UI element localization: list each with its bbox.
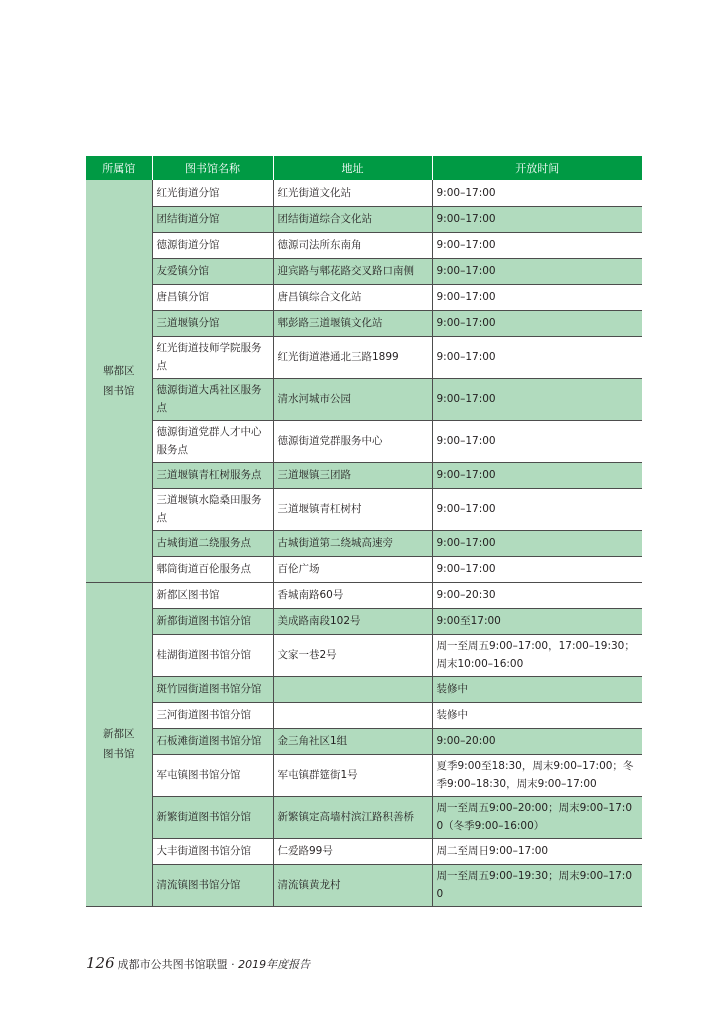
table-row xyxy=(86,582,642,608)
library-name-cell: 唐昌镇分馆 xyxy=(152,284,273,310)
address-cell: 三道堰镇三团路 xyxy=(273,462,432,488)
district-label-line: 郫都区 xyxy=(103,364,135,377)
opening-hours-cell: 9:00–17:00 xyxy=(432,556,642,582)
header-opening-hours: 开放时间 xyxy=(432,156,642,180)
table-row xyxy=(86,608,642,634)
district-label-line: 新都区 xyxy=(103,728,135,740)
opening-hours-cell: 9:00–17:00 xyxy=(432,232,642,258)
district-label-line: 图书馆 xyxy=(103,384,135,397)
address-cell: 红光街道文化站 xyxy=(273,180,432,206)
opening-hours-cell: 9:00–17:00 xyxy=(432,488,642,530)
table-row xyxy=(86,754,642,796)
district-cell xyxy=(86,180,152,582)
library-table xyxy=(86,156,642,907)
page-footer xyxy=(86,954,310,972)
opening-hours-cell: 装修中 xyxy=(432,676,642,702)
footer-year-report: 2019年度报告 xyxy=(238,958,311,971)
table-row xyxy=(86,310,642,336)
address-cell: 团结街道综合文化站 xyxy=(273,206,432,232)
address-cell: 唐昌镇综合文化站 xyxy=(273,284,432,310)
address-cell: 古城街道第二绕城高速旁 xyxy=(273,530,432,556)
address-cell: 郫彭路三道堰镇文化站 xyxy=(273,310,432,336)
address-cell: 三道堰镇青杠树村 xyxy=(273,488,432,530)
address-cell: 清流镇黄龙村 xyxy=(273,864,432,906)
library-name-cell: 红光街道分馆 xyxy=(152,180,273,206)
table-row xyxy=(86,838,642,864)
library-name-cell: 三道堰镇青杠树服务点 xyxy=(152,462,273,488)
page-number: 126 xyxy=(86,954,115,972)
address-cell: 清水河城市公园 xyxy=(273,378,432,420)
table-row xyxy=(86,336,642,378)
opening-hours-cell: 9:00–17:00 xyxy=(432,310,642,336)
address-cell: 百伦广场 xyxy=(273,556,432,582)
table-row xyxy=(86,378,642,420)
address-cell: 金三角社区1组 xyxy=(273,728,432,754)
table-row xyxy=(86,634,642,676)
opening-hours-cell: 周一至周五9:00–17:00，17:00–19:30；周末10:00–16:00 xyxy=(432,634,642,676)
table-row xyxy=(86,728,642,754)
address-cell: 德源街道党群服务中心 xyxy=(273,420,432,462)
library-name-cell: 新繁街道图书馆分馆 xyxy=(152,796,273,838)
opening-hours-cell: 夏季9:00至18:30，周末9:00–17:00；冬季9:00–18:30，周末9:00–17:00 xyxy=(432,754,642,796)
table-row xyxy=(86,232,642,258)
table-row xyxy=(86,180,642,206)
library-name-cell: 德源街道分馆 xyxy=(152,232,273,258)
header-district: 所属馆 xyxy=(86,156,152,180)
library-name-cell: 团结街道分馆 xyxy=(152,206,273,232)
opening-hours-cell: 9:00–17:00 xyxy=(432,284,642,310)
library-name-cell: 新都街道图书馆分馆 xyxy=(152,608,273,634)
library-name-cell: 红光街道技师学院服务点 xyxy=(152,336,273,378)
opening-hours-cell: 9:00–17:00 xyxy=(432,206,642,232)
library-name-cell: 新都区图书馆 xyxy=(152,582,273,608)
library-name-cell: 大丰街道图书馆分馆 xyxy=(152,838,273,864)
opening-hours-cell: 装修中 xyxy=(432,702,642,728)
opening-hours-cell: 周一至周五9:00–19:30；周末9:00–17:00 xyxy=(432,864,642,906)
address-cell: 迎宾路与郫花路交叉路口南侧 xyxy=(273,258,432,284)
opening-hours-cell: 周一至周五9:00–20:00；周末9:00–17:00（冬季9:00–16:00） xyxy=(432,796,642,838)
table-row xyxy=(86,462,642,488)
library-name-cell: 三道堰镇水隐桑田服务点 xyxy=(152,488,273,530)
opening-hours-cell: 9:00–17:00 xyxy=(432,420,642,462)
opening-hours-cell: 9:00–17:00 xyxy=(432,462,642,488)
table-row xyxy=(86,702,642,728)
address-cell xyxy=(273,702,432,728)
opening-hours-cell: 周二至周日9:00–17:00 xyxy=(432,838,642,864)
library-name-cell: 三河街道图书馆分馆 xyxy=(152,702,273,728)
table-row xyxy=(86,864,642,906)
library-name-cell: 三道堰镇分馆 xyxy=(152,310,273,336)
table-row xyxy=(86,530,642,556)
table-header-row xyxy=(86,156,642,180)
address-cell: 红光街道港通北三路1899 xyxy=(273,336,432,378)
opening-hours-cell: 9:00–20:30 xyxy=(432,582,642,608)
opening-hours-cell: 9:00–17:00 xyxy=(432,378,642,420)
opening-hours-cell: 9:00–20:00 xyxy=(432,728,642,754)
opening-hours-cell: 9:00–17:00 xyxy=(432,336,642,378)
table-body xyxy=(86,180,642,906)
table-row xyxy=(86,556,642,582)
table-row xyxy=(86,284,642,310)
library-name-cell: 斑竹园街道图书馆分馆 xyxy=(152,676,273,702)
library-name-cell: 古城街道二绕服务点 xyxy=(152,530,273,556)
table-row xyxy=(86,420,642,462)
address-cell: 文家一巷2号 xyxy=(273,634,432,676)
header-library-name: 图书馆名称 xyxy=(152,156,273,180)
table-row xyxy=(86,258,642,284)
opening-hours-cell: 9:00–17:00 xyxy=(432,530,642,556)
opening-hours-cell: 9:00至17:00 xyxy=(432,608,642,634)
library-name-cell: 石板滩街道图书馆分馆 xyxy=(152,728,273,754)
table-row xyxy=(86,488,642,530)
table-row xyxy=(86,796,642,838)
opening-hours-cell: 9:00–17:00 xyxy=(432,258,642,284)
district-label-line: 图书馆 xyxy=(103,748,135,760)
address-cell: 香城南路60号 xyxy=(273,582,432,608)
footer-title: 成都市公共图书馆联盟 · xyxy=(117,958,239,971)
address-cell: 军屯镇群筵街1号 xyxy=(273,754,432,796)
opening-hours-cell: 9:00–17:00 xyxy=(432,180,642,206)
table-row xyxy=(86,676,642,702)
table-row xyxy=(86,206,642,232)
address-cell: 德源司法所东南角 xyxy=(273,232,432,258)
address-cell: 新繁镇定高墙村滨江路积善桥 xyxy=(273,796,432,838)
header-address: 地址 xyxy=(273,156,432,180)
library-name-cell: 友爱镇分馆 xyxy=(152,258,273,284)
address-cell xyxy=(273,676,432,702)
library-name-cell: 郫筒街道百伦服务点 xyxy=(152,556,273,582)
address-cell: 美成路南段102号 xyxy=(273,608,432,634)
library-name-cell: 德源街道党群人才中心服务点 xyxy=(152,420,273,462)
library-name-cell: 军屯镇图书馆分馆 xyxy=(152,754,273,796)
library-name-cell: 桂湖街道图书馆分馆 xyxy=(152,634,273,676)
library-name-cell: 清流镇图书馆分馆 xyxy=(152,864,273,906)
district-cell xyxy=(86,582,152,906)
library-name-cell: 德源街道大禹社区服务点 xyxy=(152,378,273,420)
address-cell: 仁爱路99号 xyxy=(273,838,432,864)
